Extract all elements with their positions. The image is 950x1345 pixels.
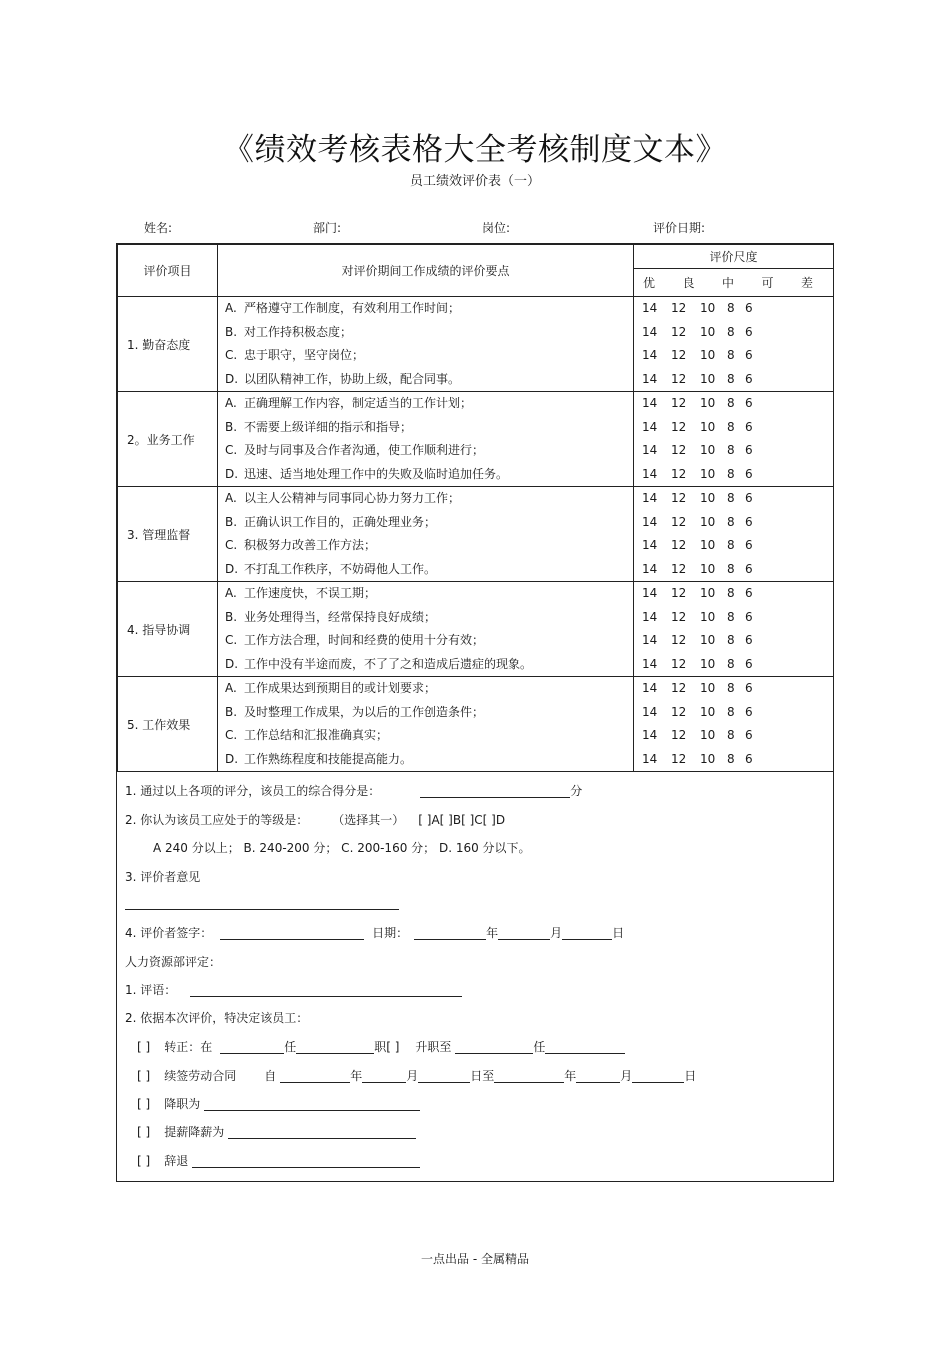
scale-labels-cell — [634, 269, 834, 297]
score-option[interactable]: 12 — [671, 609, 687, 624]
criterion-item — [225, 487, 633, 511]
criterion-text: 工作速度快，不误工期； — [244, 586, 377, 600]
criterion-letter: D. — [225, 561, 239, 576]
scale-label: 差 — [800, 276, 813, 290]
demote-checkbox[interactable]: [ ] — [137, 1097, 151, 1111]
category-row — [118, 487, 834, 582]
criterion-item — [225, 606, 633, 630]
category-name: 3. 管理监督 — [118, 487, 218, 582]
regularize-label: 转正：在 — [164, 1040, 213, 1054]
criterion-item — [225, 463, 633, 487]
score-option[interactable]: 12 — [671, 633, 687, 647]
score-option[interactable]: 14 — [642, 348, 658, 362]
scale-label: 优 — [643, 276, 656, 290]
score-option[interactable]: 14 — [642, 704, 658, 719]
renew-from-month-blank[interactable] — [362, 1069, 406, 1083]
criterion-item — [225, 724, 633, 748]
salary-adjust-blank[interactable] — [228, 1125, 416, 1139]
criterion-letter: B. — [225, 704, 238, 719]
year-label: 年 — [486, 926, 499, 940]
score-option[interactable]: 6 — [745, 443, 753, 457]
score-option[interactable]: 10 — [700, 466, 716, 481]
score-option[interactable]: 6 — [745, 704, 753, 719]
score-option[interactable]: 14 — [642, 491, 658, 505]
score-option[interactable]: 12 — [671, 514, 687, 529]
criterion-letter: A. — [225, 396, 237, 410]
criterion-item — [225, 297, 633, 321]
score-option[interactable]: 12 — [671, 371, 687, 386]
score-option[interactable]: 10 — [700, 514, 716, 529]
score-option[interactable]: 14 — [642, 443, 658, 457]
score-option[interactable]: 10 — [700, 704, 716, 719]
score-option[interactable]: 10 — [700, 728, 716, 742]
regularize-dept-blank[interactable] — [220, 1040, 284, 1054]
score-option[interactable]: 12 — [671, 681, 687, 695]
score-option[interactable]: 8 — [727, 561, 735, 576]
score-option[interactable]: 8 — [727, 656, 735, 671]
criterion-item — [225, 368, 633, 392]
score-option[interactable]: 6 — [745, 491, 753, 505]
criterion-item — [225, 701, 633, 725]
category-row — [118, 582, 834, 677]
score-option[interactable]: 14 — [642, 396, 658, 410]
score-option[interactable]: 14 — [642, 586, 658, 600]
criteria-cell — [218, 392, 634, 487]
score-options — [642, 558, 833, 582]
renew-to-year-label: 年 — [564, 1069, 577, 1083]
score-cell — [634, 297, 834, 392]
score-options — [642, 629, 833, 653]
grade-scale-legend: A 240 分以上； B. 240-200 分； C. 200-160 分； D. 160 分以下。 — [153, 841, 531, 855]
score-option[interactable]: 8 — [727, 681, 735, 695]
score-option[interactable]: 10 — [700, 301, 716, 315]
regularize-ren-label: 任 — [284, 1040, 297, 1054]
criterion-text: 积极努力改善工作方法； — [244, 538, 377, 552]
form-subtitle: 员工绩效评价表（一） — [409, 174, 540, 189]
score-option[interactable]: 8 — [727, 633, 735, 647]
score-option[interactable]: 6 — [745, 396, 753, 410]
score-unit: 分 — [570, 784, 583, 798]
renew-from-day-blank[interactable] — [418, 1069, 470, 1083]
evaluator-signature-label: 4. 评价者签字： — [125, 926, 213, 940]
hr-assessment-heading: 人力资源部评定： — [125, 955, 222, 969]
hr-comment-blank[interactable] — [190, 983, 462, 997]
score-options — [642, 677, 833, 701]
category-name: 5. 工作效果 — [118, 677, 218, 772]
score-option[interactable]: 8 — [727, 443, 735, 457]
criterion-letter: A. — [225, 491, 237, 505]
category-row — [118, 392, 834, 487]
criterion-item — [225, 511, 633, 535]
criterion-item — [225, 748, 633, 772]
score-option[interactable]: 6 — [745, 466, 753, 481]
criterion-text: 不需要上级详细的指示和指导； — [244, 419, 413, 434]
header-item: 评价项目 — [118, 245, 218, 297]
criterion-item — [225, 344, 633, 368]
promote-dept-blank[interactable] — [455, 1040, 533, 1054]
criterion-text: 工作熟练程度和技能提高能力。 — [244, 751, 413, 766]
score-option[interactable]: 10 — [700, 538, 716, 552]
score-option[interactable]: 12 — [671, 491, 687, 505]
criterion-letter: B. — [225, 514, 238, 529]
criterion-text: 忠于职守，坚守岗位； — [244, 348, 365, 362]
signature-day-blank[interactable] — [562, 926, 612, 940]
criterion-text: 工作中没有半途而废，不了了之和造成后遗症的现象。 — [244, 656, 533, 671]
header-criteria: 对评价期间工作成绩的评价要点 — [218, 245, 634, 297]
evaluator-signature-blank[interactable] — [220, 926, 364, 940]
name-label: 姓名: — [144, 221, 173, 235]
score-option[interactable]: 12 — [671, 443, 687, 457]
criterion-text: 工作总结和汇报准确真实； — [244, 728, 389, 742]
score-option[interactable]: 8 — [727, 586, 735, 600]
score-option[interactable]: 14 — [642, 633, 658, 647]
score-cell — [634, 392, 834, 487]
day-label: 日 — [612, 926, 625, 940]
category-name: 4. 指导协调 — [118, 582, 218, 677]
score-option[interactable]: 8 — [727, 371, 735, 386]
grade-options[interactable]: [ ]A[ ]B[ ]C[ ]D — [418, 813, 506, 827]
evaluator-opinion-blank[interactable] — [125, 896, 399, 910]
score-option[interactable]: 6 — [745, 633, 753, 647]
position-label: 岗位: — [482, 221, 511, 235]
signature-date-label: 日期： — [372, 926, 409, 940]
evaluation-date-label: 评价日期: — [653, 221, 706, 235]
hr-decision-label: 2. 依据本次评价，特决定该员工： — [125, 1011, 309, 1025]
total-score-blank[interactable] — [420, 784, 570, 798]
score-option[interactable]: 8 — [727, 514, 735, 529]
promote-position-blank[interactable] — [545, 1040, 625, 1054]
criterion-letter: D. — [225, 466, 239, 481]
score-option[interactable]: 12 — [671, 324, 687, 339]
score-option[interactable]: 8 — [727, 324, 735, 339]
score-options — [642, 392, 833, 416]
criterion-item — [225, 582, 633, 606]
criterion-letter: D. — [225, 751, 239, 766]
score-option[interactable]: 8 — [727, 609, 735, 624]
category-row — [118, 297, 834, 392]
score-option[interactable]: 6 — [745, 538, 753, 552]
criterion-text: 工作成果达到预期目的或计划要求； — [244, 681, 437, 695]
score-option[interactable]: 6 — [745, 371, 753, 386]
criterion-letter: B. — [225, 324, 238, 339]
renew-to-day-label: 日 — [684, 1069, 697, 1083]
criteria-cell — [218, 297, 634, 392]
score-option[interactable]: 14 — [642, 301, 658, 315]
criteria-cell — [218, 677, 634, 772]
score-option[interactable]: 12 — [671, 704, 687, 719]
regularize-position-blank[interactable] — [296, 1040, 374, 1054]
score-option[interactable]: 10 — [700, 443, 716, 457]
score-options — [642, 297, 833, 321]
score-option[interactable]: 12 — [671, 348, 687, 362]
score-option[interactable]: 10 — [700, 633, 716, 647]
promote-label: 升职至 — [415, 1040, 452, 1054]
score-option[interactable]: 12 — [671, 419, 687, 434]
criterion-text: 正确理解工作内容，制定适当的工作计划； — [244, 396, 473, 410]
criterion-item — [225, 534, 633, 558]
score-option[interactable]: 8 — [727, 751, 735, 766]
scale-label: 中 — [721, 276, 734, 290]
score-cell — [634, 582, 834, 677]
renew-to-month-label: 月 — [620, 1069, 633, 1083]
score-option[interactable]: 6 — [745, 751, 753, 766]
criterion-text: 工作方法合理，时间和经费的使用十分有效； — [244, 633, 485, 647]
criterion-letter: C. — [225, 728, 238, 742]
score-option[interactable]: 12 — [671, 586, 687, 600]
score-option[interactable]: 10 — [700, 348, 716, 362]
criterion-letter: D. — [225, 371, 239, 386]
score-option[interactable]: 6 — [745, 419, 753, 434]
score-option[interactable]: 12 — [671, 301, 687, 315]
score-option[interactable]: 10 — [700, 609, 716, 624]
criterion-text: 严格遵守工作制度，有效利用工作时间； — [244, 301, 461, 315]
score-option[interactable]: 12 — [671, 728, 687, 742]
criterion-text: 正确认识工作目的，正确处理业务； — [244, 514, 437, 529]
score-option[interactable]: 12 — [671, 751, 687, 766]
score-cell — [634, 677, 834, 772]
score-option[interactable]: 12 — [671, 396, 687, 410]
score-option[interactable]: 14 — [642, 656, 658, 671]
score-options — [642, 321, 833, 345]
regularize-zhi-label[interactable]: 职[ ] — [374, 1040, 400, 1054]
choose-one-note: （选择其一） — [338, 813, 405, 827]
score-option[interactable]: 8 — [727, 301, 735, 315]
category-name: 1. 勤奋态度 — [118, 297, 218, 392]
hr-comment-label: 1. 评语： — [125, 983, 177, 997]
scale-label: 可 — [761, 276, 774, 290]
renew-from-year-label: 年 — [350, 1069, 363, 1083]
grade-question: 2. 你认为该员工应处于的等级是： — [125, 813, 309, 827]
criterion-item — [225, 629, 633, 653]
criterion-letter: A. — [225, 586, 237, 600]
dismiss-label: 辞退 — [164, 1154, 189, 1168]
demote-position-blank[interactable] — [204, 1097, 420, 1111]
score-option[interactable]: 10 — [700, 491, 716, 505]
score-option[interactable]: 6 — [745, 586, 753, 600]
score-option[interactable]: 8 — [727, 728, 735, 742]
score-option[interactable]: 12 — [671, 466, 687, 481]
signature-year-blank[interactable] — [414, 926, 486, 940]
criterion-item — [225, 416, 633, 440]
score-option[interactable]: 8 — [727, 419, 735, 434]
category-name: 2。业务工作 — [118, 392, 218, 487]
category-row — [118, 677, 834, 772]
criterion-text: 以主人公精神与同事同心协力努力工作； — [244, 491, 461, 505]
department-label: 部门: — [313, 221, 342, 235]
criterion-text: 迅速、适当地处理工作中的失败及临时追加任务。 — [244, 466, 509, 481]
score-options — [642, 582, 833, 606]
score-options — [642, 368, 833, 392]
score-options — [642, 463, 833, 487]
score-option[interactable]: 8 — [727, 348, 735, 362]
score-options — [642, 511, 833, 535]
criterion-text: 对工作持积极态度； — [244, 324, 353, 339]
total-score-question: 1. 通过以上各项的评分，该员工的综合得分是： — [125, 784, 381, 798]
score-option[interactable]: 14 — [642, 419, 658, 434]
evaluation-table — [117, 244, 834, 772]
score-option[interactable]: 6 — [745, 561, 753, 576]
criterion-letter: C. — [225, 538, 238, 552]
evaluation-form — [116, 243, 834, 1182]
renew-to-year-blank[interactable] — [494, 1069, 564, 1083]
score-option[interactable]: 12 — [671, 656, 687, 671]
score-option[interactable]: 14 — [642, 371, 658, 386]
score-option[interactable]: 10 — [700, 561, 716, 576]
score-options — [642, 653, 833, 677]
criterion-item — [225, 558, 633, 582]
score-option[interactable]: 10 — [700, 371, 716, 386]
score-options — [642, 487, 833, 511]
score-option[interactable]: 8 — [727, 466, 735, 481]
renew-from-month-label: 月 — [406, 1069, 419, 1083]
criterion-text: 以团队精神工作，协助上级，配合同事。 — [244, 371, 461, 386]
score-options — [642, 344, 833, 368]
score-option[interactable]: 14 — [642, 324, 658, 339]
score-options — [642, 606, 833, 630]
demote-label: 降职为 — [164, 1097, 201, 1111]
score-option[interactable]: 6 — [745, 656, 753, 671]
salary-adjust-checkbox[interactable]: [ ] — [137, 1125, 151, 1139]
score-option[interactable]: 12 — [671, 561, 687, 576]
criteria-cell — [218, 487, 634, 582]
score-option[interactable]: 8 — [727, 491, 735, 505]
dismiss-checkbox[interactable]: [ ] — [137, 1154, 151, 1168]
promote-ren-label: 任 — [533, 1040, 546, 1054]
document-title: 《绩效考核表格大全考核制度文本》 — [223, 132, 727, 168]
salary-adjust-label: 提薪降薪为 — [164, 1125, 225, 1139]
criterion-item — [225, 653, 633, 677]
renew-to-day-blank[interactable] — [632, 1069, 684, 1083]
criterion-letter: D. — [225, 656, 239, 671]
score-option[interactable]: 6 — [745, 514, 753, 529]
criterion-text: 及时整理工作成果，为以后的工作创造条件； — [244, 704, 485, 719]
criterion-letter: C. — [225, 633, 238, 647]
score-option[interactable]: 10 — [700, 656, 716, 671]
score-option[interactable]: 8 — [727, 396, 735, 410]
criterion-text: 不打乱工作秩序，不妨碍他人工作。 — [244, 561, 437, 576]
renew-to-label: 日至 — [470, 1069, 495, 1083]
score-option[interactable]: 14 — [642, 466, 658, 481]
score-option[interactable]: 8 — [727, 538, 735, 552]
score-option[interactable]: 8 — [727, 704, 735, 719]
score-option[interactable]: 10 — [700, 324, 716, 339]
score-option[interactable]: 10 — [700, 396, 716, 410]
score-option[interactable]: 6 — [745, 348, 753, 362]
page-footer: 一点出品 - 全属精品 — [421, 1252, 529, 1266]
regularize-checkbox[interactable]: [ ] — [137, 1040, 151, 1054]
header-scale: 评价尺度 — [634, 245, 834, 269]
criterion-text: 业务处理得当，经常保持良好成绩； — [244, 609, 437, 624]
score-option[interactable]: 14 — [642, 728, 658, 742]
score-option[interactable]: 14 — [642, 751, 658, 766]
criterion-letter: B. — [225, 609, 238, 624]
scale-label: 良 — [682, 276, 695, 290]
score-option[interactable]: 10 — [700, 751, 716, 766]
score-option[interactable]: 10 — [700, 681, 716, 695]
renew-contract-label: 续签劳动合同 — [164, 1069, 237, 1083]
score-option[interactable]: 14 — [642, 609, 658, 624]
criterion-item — [225, 321, 633, 345]
score-options — [642, 439, 833, 463]
month-label: 月 — [550, 926, 563, 940]
score-option[interactable]: 10 — [700, 586, 716, 600]
criterion-letter: C. — [225, 443, 238, 457]
score-option[interactable]: 14 — [642, 538, 658, 552]
score-option[interactable]: 6 — [745, 681, 753, 695]
score-option[interactable]: 14 — [642, 514, 658, 529]
score-cell — [634, 487, 834, 582]
score-option[interactable]: 14 — [642, 561, 658, 576]
evaluator-opinion-label: 3. 评价者意见 — [125, 870, 201, 884]
criterion-item — [225, 677, 633, 701]
score-option[interactable]: 6 — [745, 609, 753, 624]
score-options — [642, 534, 833, 558]
score-option[interactable]: 6 — [745, 728, 753, 742]
dismiss-blank[interactable] — [192, 1154, 420, 1168]
score-option[interactable]: 12 — [671, 538, 687, 552]
signature-month-blank[interactable] — [498, 926, 550, 940]
score-option[interactable]: 6 — [745, 324, 753, 339]
criterion-letter: C. — [225, 348, 238, 362]
criteria-cell — [218, 582, 634, 677]
renew-contract-checkbox[interactable]: [ ] — [137, 1069, 151, 1083]
criterion-letter: B. — [225, 419, 238, 434]
criterion-letter: A. — [225, 681, 237, 695]
score-option[interactable]: 10 — [700, 419, 716, 434]
renew-from-label: 自 — [264, 1069, 277, 1083]
criterion-text: 及时与同事及合作者沟通，使工作顺利进行； — [244, 443, 485, 457]
criterion-letter: A. — [225, 301, 237, 315]
renew-to-month-blank[interactable] — [576, 1069, 620, 1083]
score-option[interactable]: 14 — [642, 681, 658, 695]
criterion-item — [225, 392, 633, 416]
criterion-item — [225, 439, 633, 463]
score-options — [642, 724, 833, 748]
score-options — [642, 701, 833, 725]
score-options — [642, 416, 833, 440]
renew-from-year-blank[interactable] — [280, 1069, 350, 1083]
score-options — [642, 748, 833, 772]
score-option[interactable]: 6 — [745, 301, 753, 315]
